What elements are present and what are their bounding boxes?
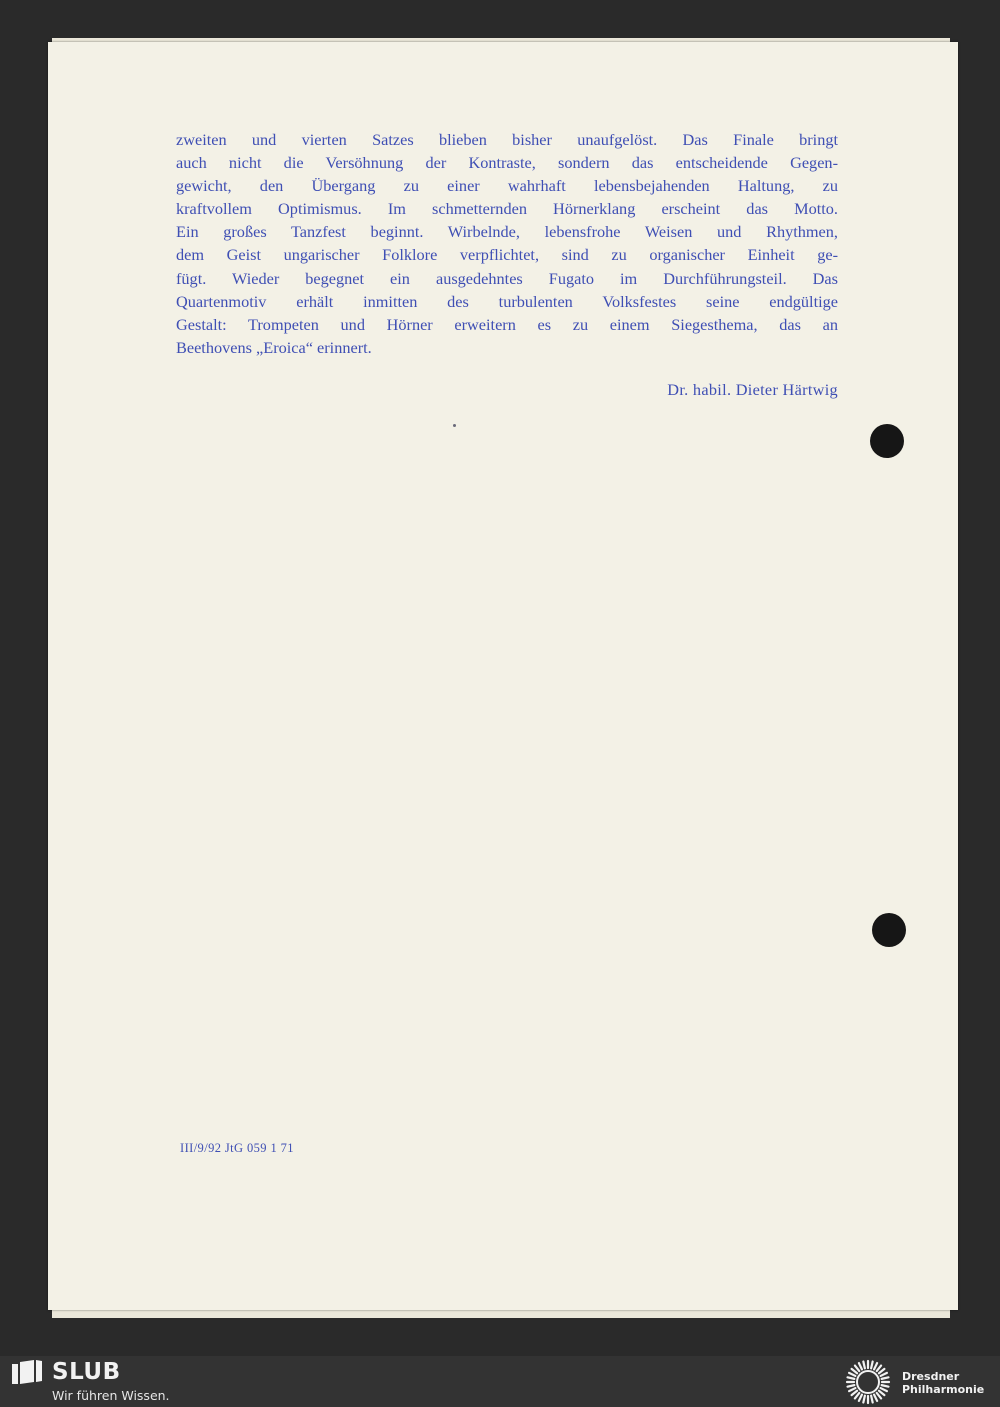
sunburst-ray: [852, 1391, 857, 1395]
slub-logo-icon: [12, 1360, 42, 1386]
sunburst-ray: [848, 1377, 855, 1379]
text-line: zweiten und vierten Satzes blieben bisher unaufgelöst. Das Finale bringt: [176, 130, 838, 149]
sunburst-ray: [859, 1363, 862, 1369]
text-line: Quartenmotiv erhält inmitten des turbulenten Volksfestes seine endgültige: [176, 291, 838, 311]
punch-hole-upper: [870, 424, 904, 458]
sunburst-ray: [849, 1373, 855, 1376]
paper-speck: [453, 424, 456, 427]
sunburst-ray: [882, 1385, 889, 1387]
sunburst-ray: [855, 1366, 859, 1371]
sunburst-ray: [877, 1366, 881, 1371]
text-line: Beethovens „Eroica“ erinnert.: [176, 337, 372, 357]
text-line: dem Geist ungarischer Folklore verpflichtet, sind zu organischer Einheit ge-: [176, 245, 838, 265]
library-name: SLUB: [52, 1359, 121, 1385]
text-line: fügt. Wieder begegnet ein ausgedehntes Fugato im Durchführungsteil. Das: [176, 268, 838, 288]
text-line: Ein großes Tanzfest beginnt. Wirbelnde, lebensfrohe Weisen und Rhythmen,: [176, 222, 838, 242]
text-line: kraftvollem Optimismus. Im schmetternden Hörnerklang erscheint das Motto.: [176, 199, 838, 219]
body-paragraph: [176, 128, 838, 359]
text-line: gewicht, den Übergang zu einer wahrhaft lebensbejahenden Haltung, zu: [176, 176, 838, 196]
sunburst-ray: [874, 1395, 877, 1401]
philharmonie-sunburst-icon: [840, 1359, 896, 1405]
sunburst-ray: [855, 1393, 859, 1398]
text-line: Gestalt: Trompeten und Hörner erweitern es zu einem Siegesthema, das an: [176, 314, 838, 334]
sunburst-ray: [881, 1388, 887, 1391]
sunburst-ray: [882, 1377, 889, 1379]
sunburst-ray: [877, 1393, 881, 1398]
sunburst-ray: [881, 1373, 887, 1376]
sunburst-ray: [863, 1396, 865, 1403]
sunburst-ray: [871, 1362, 873, 1369]
sunburst-ray: [879, 1369, 884, 1373]
sunburst-ray: [848, 1385, 855, 1387]
sunburst-ray: [852, 1369, 857, 1373]
sunburst-ray: [859, 1395, 862, 1401]
punch-hole-lower: [872, 913, 906, 947]
sunburst-ray: [874, 1363, 877, 1369]
partner-name-line2: Philharmonie: [902, 1383, 985, 1396]
sunburst-ray: [879, 1391, 884, 1395]
author-signature: Dr. habil. Dieter Härtwig: [667, 380, 838, 399]
sunburst-ray: [849, 1388, 855, 1391]
print-license-code: III/9/92 JtG 059 1 71: [180, 1141, 294, 1155]
partner-name-line1: Dresdner: [902, 1370, 960, 1383]
text-line: auch nicht die Versöhnung der Kontraste, sondern das entscheidende Gegen-: [176, 153, 838, 173]
partner-name: [902, 1370, 984, 1396]
library-tagline: Wir führen Wissen.: [52, 1388, 170, 1403]
sunburst-ray: [863, 1362, 865, 1369]
sunburst-ray: [871, 1396, 873, 1403]
